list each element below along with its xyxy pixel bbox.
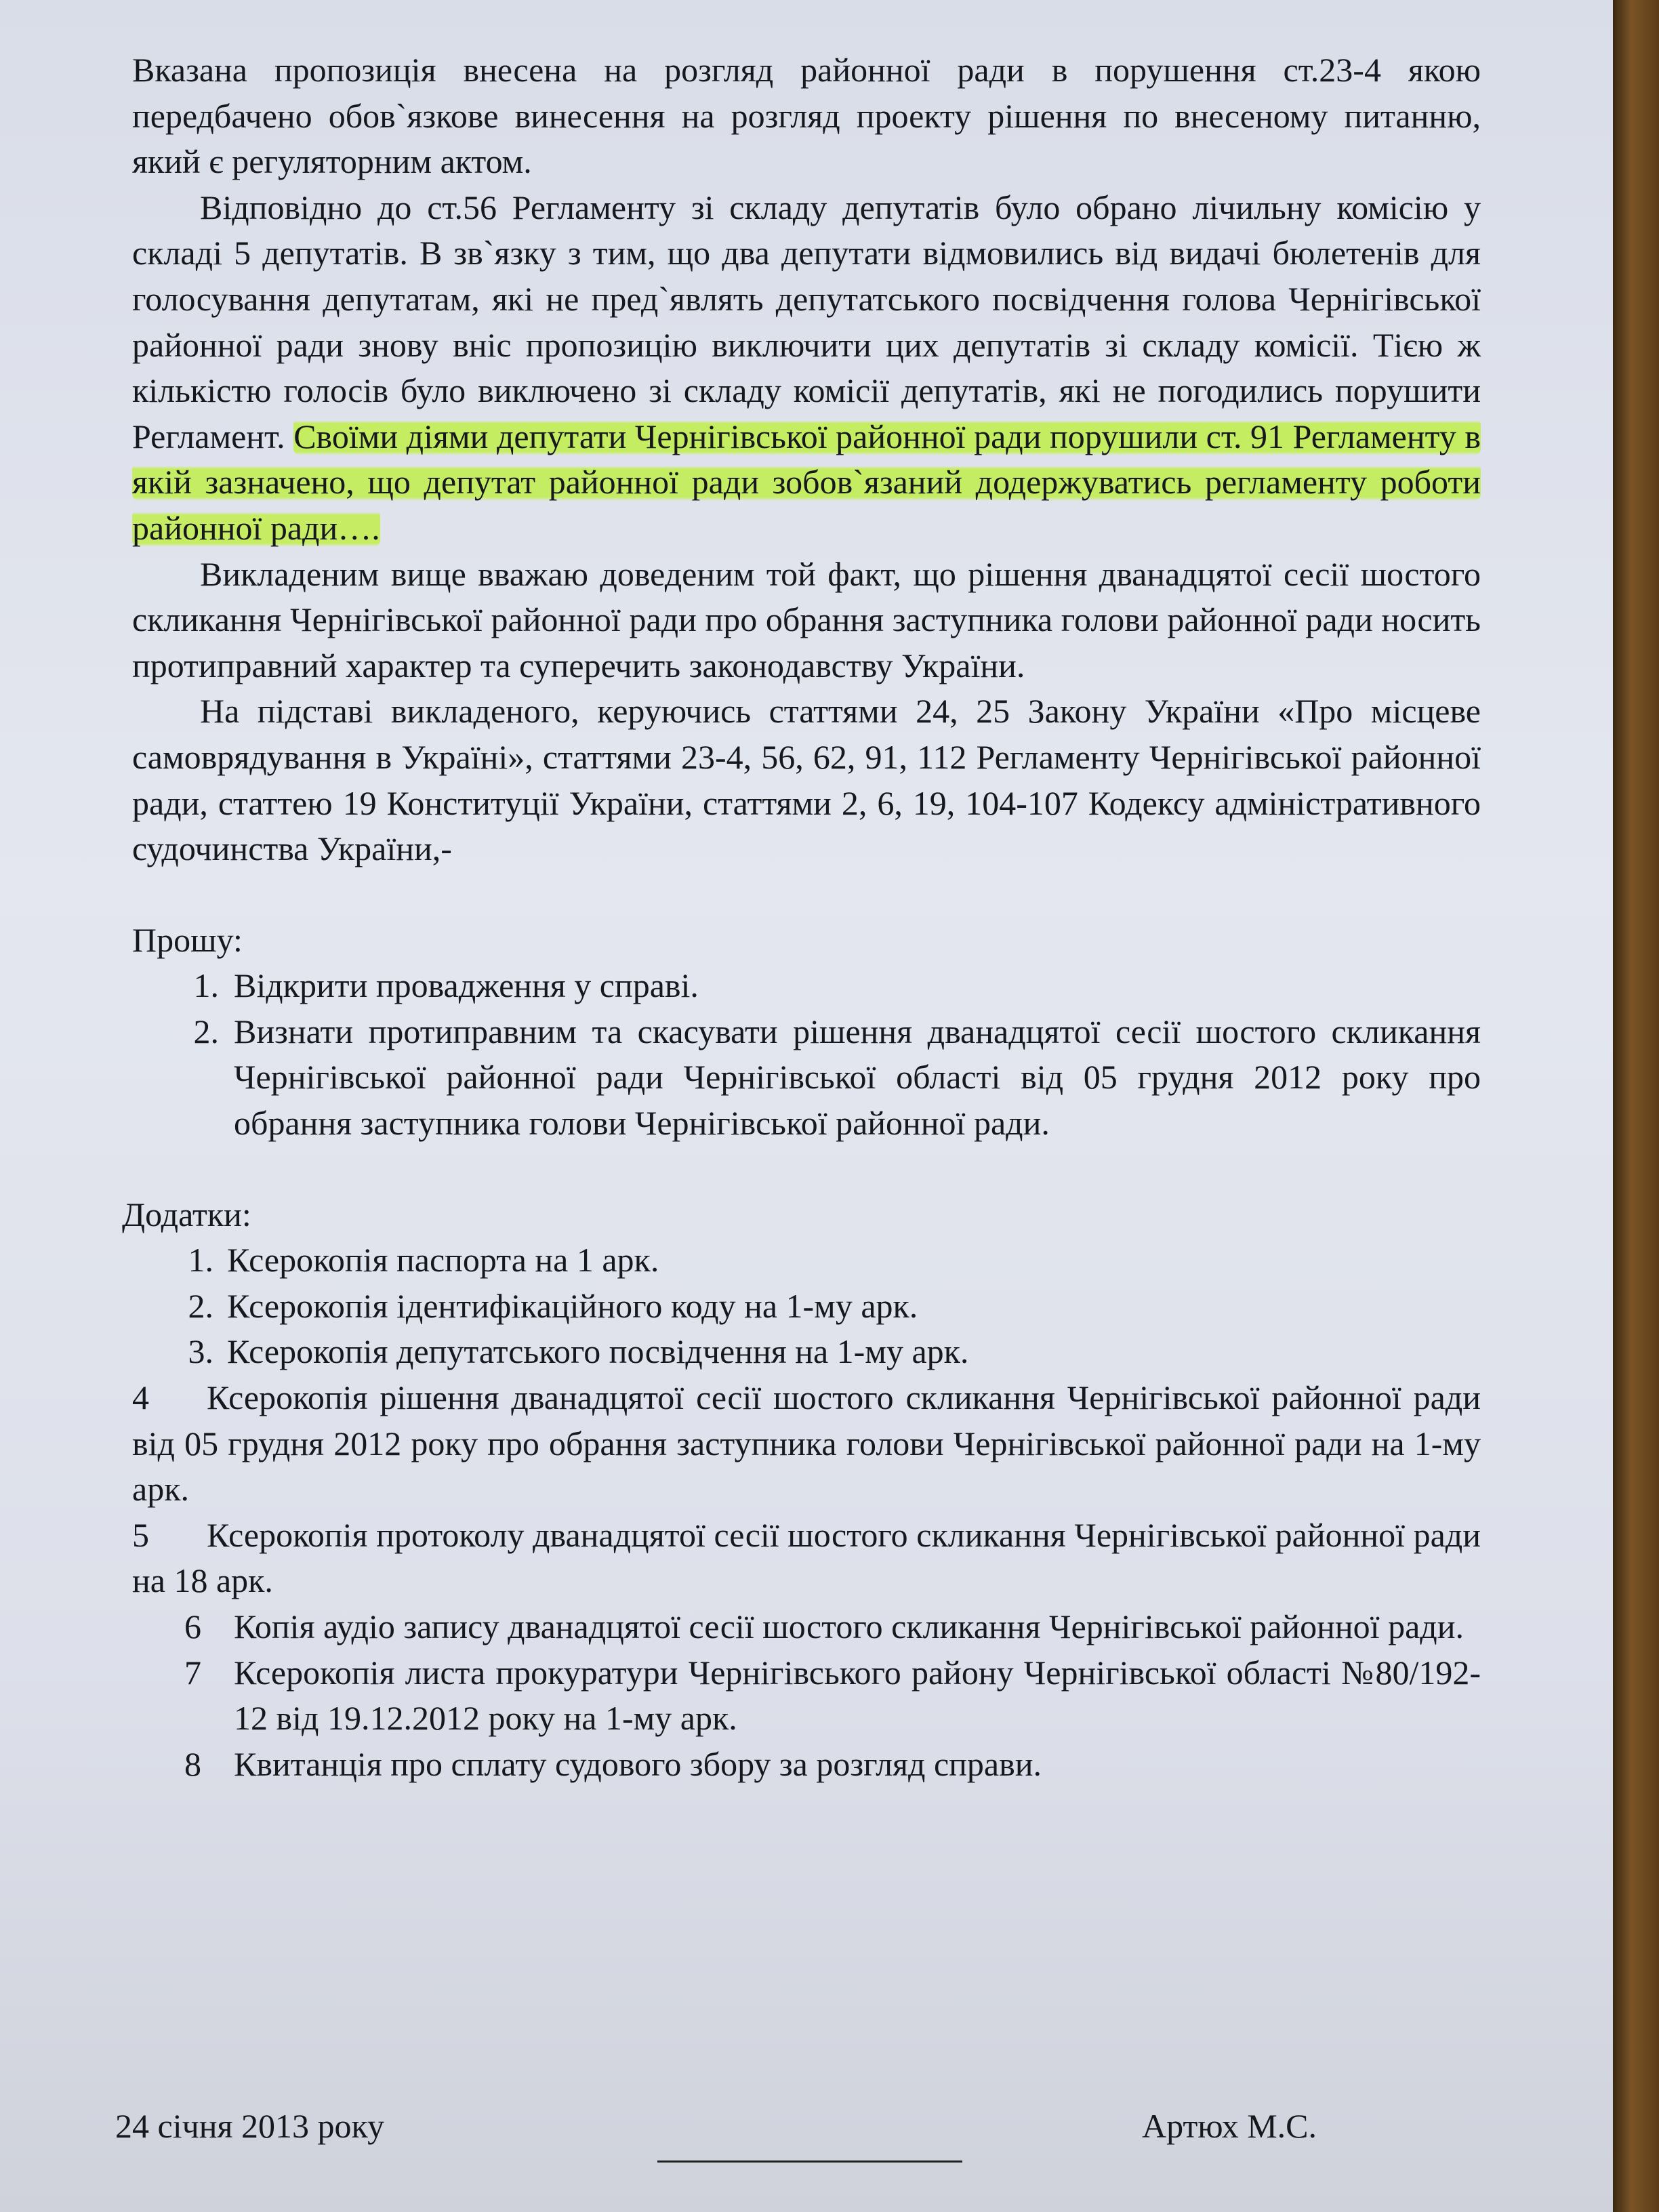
attachment-item (132, 1604, 1481, 1650)
request-label: Прошу: (132, 920, 243, 959)
document-body (122, 47, 1481, 1787)
highlighted-text: Своїми діями депутати Чернігівської районної ради порушили ст. 91 Регламенту в якій зазначено, що депутат районної ради зобов`язаний додержуватись регламенту роботи районної ради…. (132, 417, 1481, 547)
signature-block (115, 2106, 1504, 2167)
attachment-number: 1. (188, 1241, 213, 1279)
attachment-number: 2. (188, 1286, 213, 1325)
attachment-item (132, 1329, 1481, 1375)
paragraph-2-text: Відповідно до ст.56 Регламенту зі складу депутатів було обрано лічильну комісію у складі 5 депутатів. В зв`язку з тим, що два депутати відмовились від видачі бюлетенів для голосування депутатам, які не пред`являть депутатського посвідчення голова Чернігівської районної ради знову вніс пропозицію виключити цих депутатів зі складу комісії. Тією ж кількістю голосів було виключено зі складу комісії депутатів, які не погодились порушити Регламент. (132, 188, 1481, 455)
attachment-text: Ксерокопія протоколу дванадцятої сесії шостого скликання Чернігівської районної ради на 18 арк. (132, 1515, 1481, 1600)
signature-line (657, 2160, 962, 2163)
attachment-number: 7 (184, 1653, 201, 1692)
attachment-number: 8 (184, 1744, 201, 1783)
attachment-number: 6 (184, 1607, 201, 1645)
attachment-text: Ксерокопія ідентифікаційного коду на 1-му арк. (227, 1286, 918, 1325)
request-item-text: Визнати протиправним та скасувати рішення дванадцятої сесії шостого скликання Чернігівської районної ради Чернігівської області від 05 грудня 2012 року про обрання заступника голови Чернігівської районної ради. (234, 1012, 1481, 1143)
request-list (132, 963, 1481, 1146)
request-item-number: 1. (193, 966, 219, 1005)
paragraph-4: На підставі викладеного, керуючись статтями 24, 25 Закону України «Про місцеве самоврядування в Україні», статтями 23-4, 56, 62, 91, 112 Регламенту Чернігівської районної ради, статтею 19 Конституції України, статтями 2, 6, 19, 104-107 Кодексу адміністративного судочинства України,- (132, 692, 1481, 868)
attachment-item (132, 1375, 1481, 1513)
attachment-item (132, 1513, 1481, 1604)
request-item-number: 2. (193, 1012, 219, 1050)
attachment-item (132, 1650, 1481, 1742)
attachment-text: Квитанція про сплату судового збору за розгляд справи. (234, 1744, 1042, 1783)
request-item (132, 963, 1481, 1009)
request-item-text: Відкрити провадження у справі. (234, 966, 699, 1005)
attachment-item (132, 1237, 1481, 1284)
attachment-item (132, 1742, 1481, 1788)
document-date: 24 січня 2013 року (115, 2107, 385, 2145)
attachment-text: Ксерокопія рішення дванадцятої сесії шостого скликання Чернігівської районної ради від 05 грудня 2012 року про обрання заступника голови Чернігівської районної ради на 1-му арк. (132, 1378, 1481, 1509)
attachment-number: 4 (132, 1378, 149, 1417)
paragraph-1: Вказана пропозиція внесена на розгляд районної ради в порушення ст.23-4 якою передбачено обов`язкове винесення на розгляд проекту рішення по внесеному питанню, який є регуляторним актом. (132, 51, 1481, 181)
attachment-text: Ксерокопія депутатського посвідчення на 1-му арк. (227, 1332, 969, 1371)
table-surface (1613, 0, 1659, 2212)
attachment-number: 3. (188, 1332, 213, 1371)
attachment-text: Ксерокопія листа прокуратури Чернігівського району Чернігівської області №80/192-12 від 19.12.2012 року на 1-му арк. (234, 1653, 1481, 1738)
attachment-text: Копія аудіо запису дванадцятої сесії шостого скликання Чернігівської районної ради. (234, 1607, 1464, 1645)
attachments-label: Додатки: (122, 1195, 251, 1233)
paragraph-2 (132, 185, 1481, 552)
attachment-text: Ксерокопія паспорта на 1 арк. (227, 1241, 659, 1279)
signatory-name: Артюх М.С. (1142, 2107, 1317, 2145)
attachment-item (132, 1284, 1481, 1330)
request-item (132, 1009, 1481, 1147)
paragraph-3: Викладеним вище вважаю доведеним той факт, що рішення дванадцятої сесії шостого скликання Чернігівської районної ради про обрання заступника голови районної ради носить протиправний характер та суперечить законодавству України. (132, 554, 1481, 684)
attachment-number: 5 (132, 1515, 149, 1554)
